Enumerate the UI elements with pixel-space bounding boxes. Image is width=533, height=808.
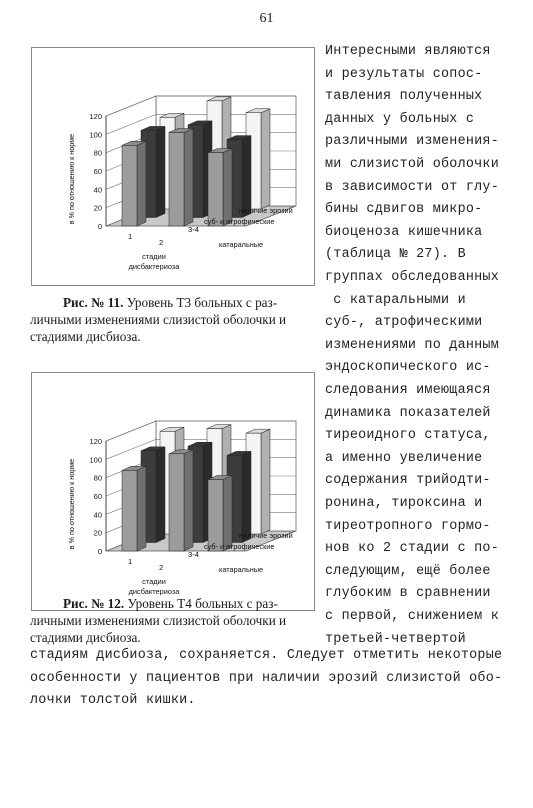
text-line: тиреотропного гормо- — [325, 518, 491, 534]
bar-side — [223, 476, 232, 552]
bar-side — [223, 149, 232, 226]
series-label: наличие эрозий — [239, 531, 293, 540]
bar-side — [261, 109, 270, 209]
caption-line: Уровень Т3 больных с раз- — [126, 295, 278, 310]
text-line: и результаты сопос- — [325, 66, 483, 82]
caption-line: Уровень Т4 больных с раз- — [127, 596, 278, 611]
y-tick-label: 20 — [93, 528, 102, 538]
text-line: лочки толстой кишки. — [30, 693, 196, 709]
y-tick-label: 100 — [89, 130, 102, 140]
caption-label: Рис. № 11. — [63, 295, 124, 310]
y-tick-label: 40 — [93, 185, 102, 195]
y-axis-label: в % по отношению к норме — [67, 458, 76, 550]
bar-front — [169, 454, 184, 551]
bar-side — [137, 466, 146, 551]
y-tick-label: 80 — [93, 148, 102, 158]
chart-svg — [32, 373, 314, 598]
y-tick-label: 60 — [93, 167, 102, 176]
y-tick-label: 60 — [93, 492, 102, 501]
bar — [122, 141, 146, 226]
caption-line: личными изменениями слизистой оболочки и — [30, 613, 287, 628]
bar — [208, 476, 232, 552]
text-line: биоценоза кишечника — [325, 224, 483, 240]
text-line: бины сдвигов микро- — [325, 202, 483, 218]
text-line: группах обследованных — [325, 270, 499, 285]
text-line: тавления полученных — [325, 89, 483, 105]
bar-side — [156, 447, 165, 543]
text-line: с катаральными и — [325, 292, 466, 308]
text-line: эндоскопического ис- — [325, 360, 491, 376]
bar — [208, 149, 232, 226]
y-tick-label: 40 — [93, 510, 102, 520]
text-line: различными изменения- — [325, 134, 499, 150]
bar-side — [156, 126, 165, 217]
figure-caption-12 — [30, 595, 315, 646]
bar — [122, 466, 146, 551]
series-label: катаральные — [219, 565, 264, 574]
x-axis-label-line: стадии — [142, 577, 166, 586]
text-line: (таблица № 27). В — [325, 247, 466, 263]
series-label: наличие эрозий — [239, 206, 293, 215]
x-tick-label: 3-4 — [188, 550, 199, 559]
chart-svg — [32, 48, 314, 285]
text-line: третьей-четвертой — [325, 631, 466, 647]
text-line: с первой, снижением к — [325, 609, 499, 624]
text-line: нов ко 2 стадии с по- — [325, 541, 499, 557]
chart-figure-12 — [31, 372, 315, 611]
series-label: суб- и атрофические — [204, 217, 275, 226]
y-tick-label: 80 — [93, 473, 102, 483]
text-line: ронина, тироксина и — [325, 496, 483, 511]
bar-side — [184, 129, 193, 227]
bar-front — [169, 133, 184, 227]
text-line: глубоким в сравнении — [325, 586, 491, 602]
caption-line: стадиями дисбиоза. — [30, 630, 141, 645]
text-line: динамика показателей — [325, 405, 491, 421]
text-line: а именно увеличение — [325, 450, 483, 466]
text-line: содержания трийодти- — [325, 473, 491, 489]
text-line: особенности у пациентов при наличии эрозий слизистой обо- — [30, 670, 503, 686]
x-tick-label: 1 — [128, 557, 133, 566]
bar-side — [137, 141, 146, 226]
x-tick-label: 2 — [159, 238, 164, 247]
y-tick-label: 120 — [89, 437, 102, 446]
y-axis-label: в % по отношению к норме — [67, 133, 76, 225]
figure-caption-11 — [30, 294, 315, 345]
x-axis-label-line: дисбактериоза — [128, 587, 180, 596]
y-tick-label: 20 — [93, 203, 102, 213]
bar-front — [208, 480, 223, 552]
y-tick-label: 0 — [97, 547, 102, 556]
caption-line: стадиями дисбиоза. — [30, 329, 141, 344]
bar — [169, 450, 193, 551]
bar — [169, 129, 193, 227]
x-tick-label: 2 — [159, 563, 164, 572]
text-line: стадиям дисбиоза, сохраняется. Следует отметить некоторые — [30, 648, 503, 663]
page-number: 61 — [259, 11, 274, 26]
text-line: следующим, ещё более — [325, 563, 491, 579]
text-line: следования имеющаяся — [325, 383, 491, 398]
text-line: суб-, атрофическими — [325, 315, 483, 331]
y-tick-label: 120 — [89, 112, 102, 121]
y-tick-label: 100 — [89, 455, 102, 465]
chart-figure-11 — [31, 47, 315, 286]
caption-line: личными изменениями слизистой оболочки и — [30, 312, 287, 327]
x-tick-label: 3-4 — [188, 225, 199, 234]
bar-front — [122, 470, 137, 551]
bar-side — [242, 451, 251, 542]
series-label: суб- и атрофические — [204, 542, 275, 551]
y-tick-label: 0 — [97, 222, 102, 231]
caption-label: Рис. № 12. — [63, 596, 125, 611]
text-line: тиреоидного статуса, — [325, 428, 491, 444]
bar-front — [122, 145, 137, 226]
text-line: ми слизистой оболочки — [325, 157, 499, 172]
bar-side — [261, 429, 270, 534]
text-line: в зависимости от глу- — [325, 179, 499, 195]
series-label: катаральные — [219, 240, 264, 249]
text-line: изменениями по данным — [325, 337, 499, 353]
bar-side — [184, 450, 193, 551]
text-line: Интересными являются — [325, 44, 491, 59]
x-tick-label: 1 — [128, 232, 133, 241]
text-line: данных у больных с — [325, 111, 475, 127]
bar-front — [208, 153, 223, 226]
x-axis-label-line: дисбактериоза — [128, 262, 180, 271]
x-axis-label-line: стадии — [142, 252, 166, 261]
